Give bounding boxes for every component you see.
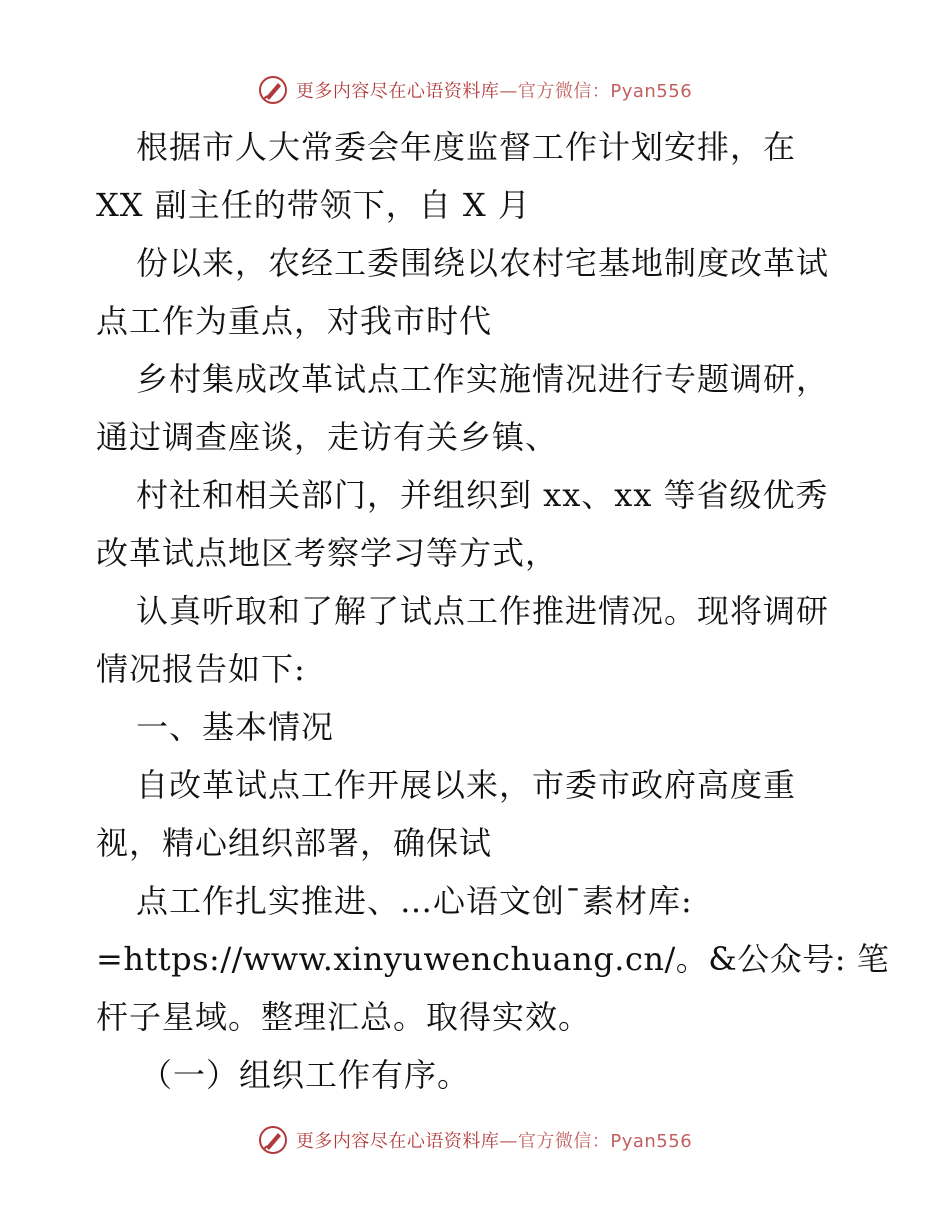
header-watermark-sub: —官方微信：Pyan556: [499, 81, 693, 102]
paragraph-line: 点工作为重点，对我市时代: [96, 302, 493, 340]
paragraph-line: 通过调查座谈，走访有关乡镇、: [96, 418, 559, 456]
paragraph-line: 认真听取和了解了试点工作推进情况。现将调研: [136, 592, 830, 630]
pen-logo-icon: [258, 75, 288, 105]
header-watermark-text: [296, 77, 692, 103]
paragraph-line: 份以来，农经工委围绕以农村宅基地制度改革试: [136, 244, 830, 282]
paragraph-line: 村社和相关部门，并组织到 xx、xx 等省级优秀: [136, 476, 829, 514]
paragraph-line: 乡村集成改革试点工作实施情况进行专题调研，: [136, 360, 830, 398]
paragraph-line: 根据市人大常委会年度监督工作计划安排，在: [136, 128, 797, 166]
paragraph-line: XX 副主任的带领下，自 X 月: [96, 186, 531, 224]
header-watermark: [0, 70, 950, 110]
footer-watermark-sub: —官方微信：Pyan556: [499, 1131, 693, 1152]
paragraph-line: 自改革试点工作开展以来，市委市政府高度重: [136, 766, 797, 804]
subsection-heading: （一）组织工作有序。: [140, 1056, 471, 1094]
footer-watermark: [0, 1120, 950, 1160]
paragraph-line: 情况报告如下:: [96, 650, 306, 688]
header-watermark-main: 更多内容尽在心语资料库: [295, 81, 500, 102]
paragraph-line: 点工作扎实推进、…心语文创¯素材库:: [136, 882, 693, 920]
section-heading: 一、基本情况: [136, 708, 335, 746]
pen-logo-icon: [258, 1125, 288, 1155]
paragraph-line: 改革试点地区考察学习等方式，: [96, 534, 559, 572]
paragraph-line: =https://www.xinyuwenchuang.cn/。&公众号: 笔: [96, 940, 890, 978]
footer-watermark-text: [296, 1127, 692, 1153]
paragraph-line: 视，精心组织部署，确保试: [96, 824, 493, 862]
document-body: [96, 118, 890, 1104]
paragraph-line: 杆子星域。整理汇总。取得实效。: [96, 998, 592, 1036]
footer-watermark-main: 更多内容尽在心语资料库: [295, 1131, 500, 1152]
